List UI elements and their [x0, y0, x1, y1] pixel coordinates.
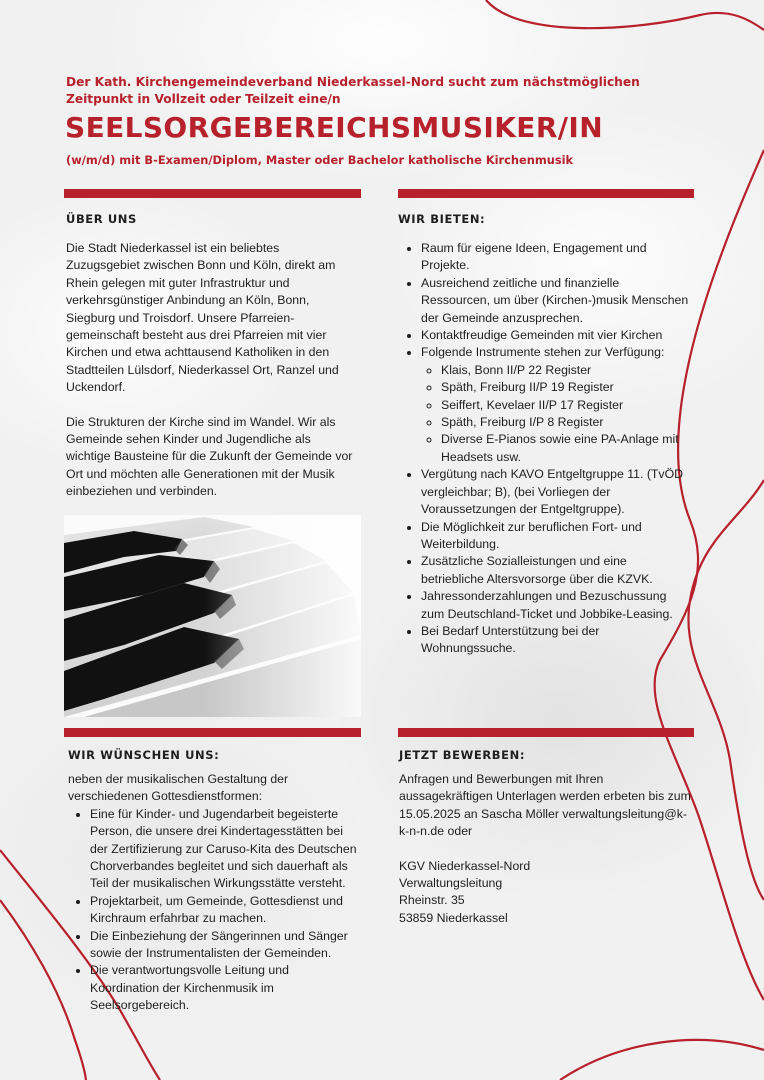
list-item: • Kontaktfreudige Gemeinden mit vier Kirchen	[421, 327, 691, 344]
instrument-item: ◦ Späth, Freiburg I/P 8 Register	[441, 414, 691, 431]
section-divider	[398, 728, 694, 737]
list-item	[421, 344, 691, 466]
list-item: • Bei Bedarf Unterstützung bei der Wohnungssuche.	[421, 623, 691, 658]
piano-keys-image	[64, 515, 361, 717]
list-item: • Vergütung nach KAVO Entgeltgruppe 11. (TvÖD vergleichbar; B), (bei Vorliegen der Voraussetzungen der Entgeltgruppe).	[421, 466, 691, 518]
apply-paragraph: Anfragen und Bewerbungen mit Ihren aussagekräftigen Unterlagen werden erbeten bis zum 15.05.2025 an Sascha Möller verwaltungsleitung@k-k-n-n.de oder	[399, 772, 691, 839]
apply-text	[399, 771, 691, 927]
about-heading: ÜBER UNS	[66, 212, 137, 226]
address-line: Verwaltungsleitung	[399, 876, 503, 891]
section-divider	[398, 189, 694, 198]
list-item: • Projektarbeit, um Gemeinde, Gottesdienst und Kirchraum erfahrbar zu machen.	[90, 893, 358, 928]
list-item-text: Folgende Instrumente stehen zur Verfügung:	[421, 345, 665, 360]
list-item: • Die Einbeziehung der Sängerinnen und Sänger sowie der Instrumentalisten der Gemeinden.	[90, 928, 358, 963]
wish-text	[68, 771, 358, 1015]
list-item: • Eine für Kinder- und Jugendarbeit begeisterte Person, die unsere drei Kindertagesstätten bei der Zertifizierung zur Caruso-Kita des Deutschen Chorverbandes begleitet und sich dauerhaft als Teil der musikalischen Wirkungsstätte versteht.	[90, 806, 358, 893]
instrument-item: ◦ Klais, Bonn II/P 22 Register	[441, 362, 691, 379]
instrument-item: ◦ Seiffert, Kevelaer II/P 17 Register	[441, 397, 691, 414]
intro-text: Der Kath. Kirchengemeindeverband Niederkassel-Nord sucht zum nächstmöglichen Zeitpunkt in Vollzeit oder Teilzeit eine/n	[66, 75, 640, 106]
list-item: • Ausreichend zeitliche und finanzielle Ressourcen, um über (Kirchen-)musik Menschen der Gemeinde anzusprechen.	[421, 275, 691, 327]
instrument-item: ◦ Diverse E-Pianos sowie eine PA-Anlage mit Headsets usw.	[441, 431, 691, 466]
address-line: Rheinstr. 35	[399, 893, 465, 908]
page-title: SEELSORGEBEREICHSMUSIKER/IN	[65, 111, 604, 144]
about-text	[66, 240, 356, 501]
list-item: • Die Möglichkeit zur beruflichen Fort- und Weiterbildung.	[421, 519, 691, 554]
instrument-item: ◦ Späth, Freiburg II/P 19 Register	[441, 379, 691, 396]
apply-heading: JETZT BEWERBEN:	[399, 748, 526, 762]
list-item: • Die verantwortungsvolle Leitung und Koordination der Kirchenmusik im Seelsorgebereich.	[90, 962, 358, 1014]
list-item: • Raum für eigene Ideen, Engagement und Projekte.	[421, 240, 691, 275]
offer-list	[399, 240, 691, 658]
list-item: • Jahressonderzahlungen und Bezuschussung zum Deutschland-Ticket und Jobbike-Leasing.	[421, 588, 691, 623]
section-divider	[64, 728, 361, 737]
subtitle: (w/m/d) mit B-Examen/Diplom, Master oder Bachelor katholische Kirchenmusik	[66, 153, 574, 167]
offer-heading: WIR BIETEN:	[398, 212, 486, 226]
about-paragraph: Die Stadt Niederkassel ist ein beliebtes Zuzugsgebiet zwischen Bonn und Köln, direkt am Rhein gelegen mit guter Infrastruktur und verkehrsgünstiger Anbindung an Köln, Bonn, Siegburg und Troisdorf. Unsere Pfarreien-gemeinschaft besteht aus drei Pfarreien mit vier Kirchen und etwa achttausend Katholiken in den Stadtteilen Lülsdorf, Niederkassel Ort, Ranzel und Uckendorf.	[66, 241, 339, 395]
section-divider	[64, 189, 361, 198]
address-line: KGV Niederkassel-Nord	[399, 858, 531, 873]
address-line: 53859 Niederkassel	[399, 910, 508, 925]
address-block	[399, 858, 691, 928]
list-item: • Zusätzliche Sozialleistungen und eine betriebliche Altersvorsorge über die KZVK.	[421, 553, 691, 588]
wish-heading: WIR WÜNSCHEN UNS:	[68, 748, 220, 762]
wish-intro: neben der musikalischen Gestaltung der verschiedenen Gottesdienstformen:	[68, 772, 289, 804]
about-paragraph: Die Strukturen der Kirche sind im Wandel. Wir als Gemeinde sehen Kinder und Jugendliche als wichtige Bausteine für die Zukunft der Gemeinde vor Ort und möchten alle Generationen mit der Musik einbeziehen und verbinden.	[66, 414, 353, 499]
